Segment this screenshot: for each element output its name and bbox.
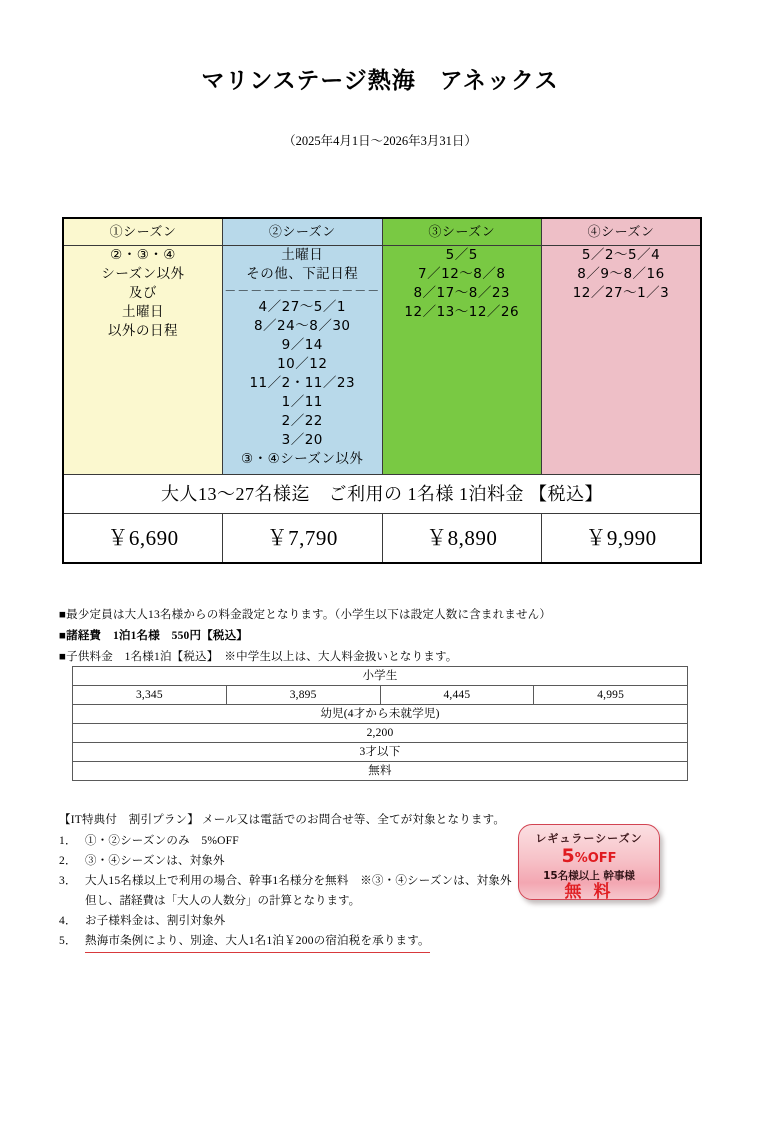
season-2-line-2: その他、下記日程 <box>246 266 359 282</box>
adult-rate-banner: 大人13～27名様迄 ご利用の 1名様 1泊料金 【税込】 <box>63 475 701 514</box>
season-3-line-4: 12／13～12／26 <box>404 304 520 320</box>
period-subtitle: （2025年4月1日～2026年3月31日） <box>283 134 477 148</box>
plan-item-3-subtext: 但し、諸経費は「大人の人数分」の計算となります。 <box>85 895 361 907</box>
discount-stamp-badge <box>518 824 660 900</box>
price-season-1: ￥6,690 <box>63 514 223 564</box>
season-2-date-5: 11／2・11／23 <box>249 375 356 391</box>
season-header-row <box>63 218 701 246</box>
infant-label: 幼児(4才から未就学児) <box>73 705 688 724</box>
plan-item-3-number: 3． <box>59 875 77 887</box>
plan-item-5-number: 5． <box>59 935 77 947</box>
badge-free-label: 無 料 <box>564 882 614 902</box>
season-header-2: ②シーズン <box>223 218 383 246</box>
toddler-price: 無料 <box>73 762 688 781</box>
season-price-table <box>62 217 702 564</box>
plan-item-5-text: 熱海市条例により、別途、大人1名1泊￥200の宿泊税を承ります。 <box>85 931 430 953</box>
price-season-2: ￥7,790 <box>223 514 383 564</box>
elementary-price-row <box>73 686 688 705</box>
notes-block <box>59 605 699 668</box>
season-2-date-4: 10／12 <box>277 356 328 372</box>
infant-price-row <box>73 724 688 743</box>
elementary-price-1: 3,345 <box>73 686 227 705</box>
badge-condition-label: 15名様以上 幹事様 <box>543 870 635 882</box>
season-dates-1 <box>63 246 223 475</box>
plan-item-1-text: ①・②シーズンのみ 5%OFF <box>85 835 239 847</box>
season-4-line-3: 12／27～1／3 <box>572 285 670 301</box>
page-title: マリンステージ熱海 アネックス <box>201 67 559 94</box>
plan-item-3-text: 大人15名様以上で利用の場合、幹事1名様分を無料 ※③・④シーズンは、対象外 <box>85 875 512 887</box>
season-2-date-1: 4／27～5／1 <box>258 299 346 315</box>
season-2-date-9: ③・④シーズン以外 <box>240 451 364 467</box>
season-dates-4 <box>542 246 702 475</box>
price-row <box>63 514 701 564</box>
season-2-date-6: 1／11 <box>281 394 323 410</box>
season-4-line-2: 8／9～8／16 <box>577 266 665 282</box>
season-4-line-1: 5／2～5／4 <box>581 247 661 263</box>
price-season-3: ￥8,890 <box>382 514 542 564</box>
season-dates-2 <box>223 246 383 475</box>
season-header-3: ③シーズン <box>382 218 542 246</box>
elementary-price-3: 4,445 <box>380 686 534 705</box>
season-3-line-2: 7／12～8／8 <box>418 266 506 282</box>
season-1-line-4: 土曜日 <box>122 304 164 320</box>
season-1-line-1: ②・③・④ <box>110 247 176 263</box>
season-2-divider: －－－－－－－－－－－－ <box>224 284 381 298</box>
plan-item-5 <box>59 931 529 953</box>
plan-item-3 <box>59 871 529 891</box>
season-2-date-8: 3／20 <box>281 432 323 448</box>
toddler-price-row <box>73 762 688 781</box>
season-2-date-3: 9／14 <box>281 337 323 353</box>
infant-header-row <box>73 705 688 724</box>
season-dates-row <box>63 246 701 475</box>
badge-discount-unit: %OFF <box>574 851 617 866</box>
season-3-line-1: 5／5 <box>445 247 478 263</box>
toddler-label: 3才以下 <box>73 743 688 762</box>
note-service-fee: ■諸経費 1泊1名様 550円【税込】 <box>59 630 248 642</box>
season-2-date-7: 2／22 <box>281 413 323 429</box>
season-1-line-3: 及び <box>129 285 157 301</box>
price-season-4: ￥9,990 <box>542 514 702 564</box>
plan-item-4 <box>59 911 529 931</box>
season-3-line-3: 8／17～8／23 <box>413 285 511 301</box>
plan-title: 【IT特典付 割引プラン】 メール又は電話でのお問合せ等、全てが対象となります。 <box>59 814 506 826</box>
children-price-table <box>72 666 688 781</box>
season-header-4: ④シーズン <box>542 218 702 246</box>
plan-item-4-text: お子様料金は、割引対象外 <box>85 915 226 927</box>
badge-season-label: レギュラーシーズン <box>535 832 643 845</box>
plan-item-1-number: 1． <box>59 835 77 847</box>
adult-rate-banner-row <box>63 475 701 514</box>
season-dates-3 <box>382 246 542 475</box>
plan-item-2-number: 2． <box>59 855 77 867</box>
elementary-label: 小学生 <box>73 667 688 686</box>
plan-item-4-number: 4． <box>59 915 77 927</box>
elementary-header-row <box>73 667 688 686</box>
note-child-rate: ■子供料金 1名様1泊【税込】 ※中学生以上は、大人料金扱いとなります。 <box>59 651 458 663</box>
plan-item-1 <box>59 831 529 851</box>
discount-plan-block <box>59 810 529 953</box>
note-minimum-guests: ■最少定員は大人13名様からの料金設定となります。（小学生以下は設定人数に含まれません） <box>59 609 552 621</box>
badge-discount-number: 5 <box>561 845 575 867</box>
season-2-date-2: 8／24～8／30 <box>253 318 351 334</box>
plan-item-2-text: ③・④シーズンは、対象外 <box>85 855 225 867</box>
toddler-header-row <box>73 743 688 762</box>
elementary-price-4: 4,995 <box>534 686 688 705</box>
infant-price: 2,200 <box>73 724 688 743</box>
season-header-1: ①シーズン <box>63 218 223 246</box>
badge-discount-value <box>519 846 659 869</box>
plan-item-2 <box>59 851 529 871</box>
elementary-price-2: 3,895 <box>226 686 380 705</box>
season-1-line-2: シーズン以外 <box>101 266 185 282</box>
season-2-line-1: 土曜日 <box>281 247 324 263</box>
season-1-line-5: 以外の日程 <box>108 323 178 339</box>
